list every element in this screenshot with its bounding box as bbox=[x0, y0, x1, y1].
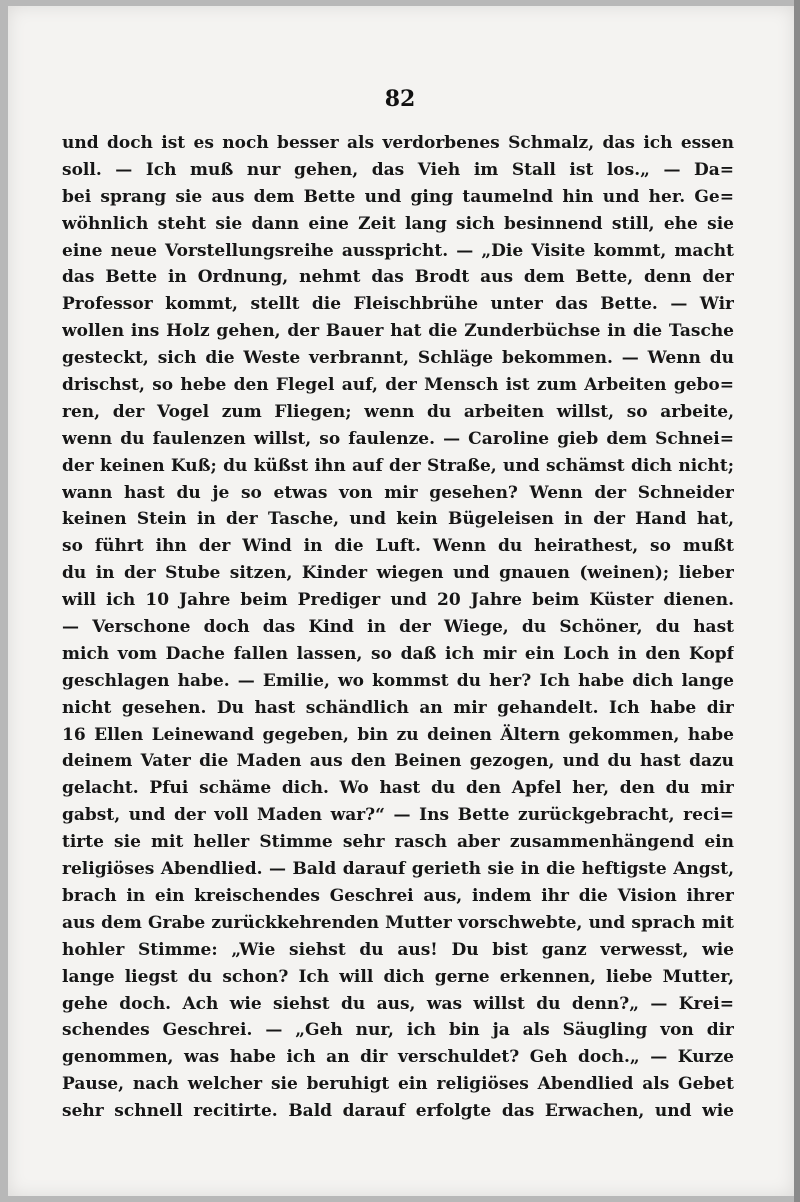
text-line: ren, der Vogel zum Fliegen; wenn du arbeiten willst, so arbeite, bbox=[62, 401, 734, 422]
text-line: deinem Vater die Maden aus den Beinen gezogen, und du hast dazu bbox=[62, 751, 734, 772]
text-line: tirte sie mit heller Stimme sehr rasch aber zusammenhängend ein bbox=[62, 832, 734, 853]
text-line: Pause, nach welcher sie beruhigt ein religiöses Abendlied als Gebet bbox=[62, 1074, 734, 1095]
text-line: so führt ihn der Wind in die Luft. Wenn du heirathest, so mußt bbox=[62, 536, 734, 557]
text-line: wollen ins Holz gehen, der Bauer hat die Zunderbüchse in die Tasche bbox=[62, 321, 734, 342]
text-line: gabst, und der voll Maden war?“ — Ins Bette zurückgebracht, reci= bbox=[62, 805, 734, 826]
text-line: 16 Ellen Leinewand gegeben, bin zu deinen Ältern gekommen, habe bbox=[62, 724, 734, 745]
text-line: hohler Stimme: „Wie siehst du aus! Du bist ganz verwesst, wie bbox=[62, 939, 734, 960]
text-line: gesteckt, sich die Weste verbrannt, Schläge bekommen. — Wenn du bbox=[62, 348, 734, 369]
text-line: sehr schnell recitirte. Bald darauf erfolgte das Erwachen, und wie bbox=[62, 1101, 734, 1122]
text-line: soll. — Ich muß nur gehen, das Vieh im Stall ist los.„ — Da= bbox=[62, 159, 734, 180]
text-line: wenn du faulenzen willst, so faulenze. — Caroline gieb dem Schnei= bbox=[62, 428, 734, 449]
text-line: gelacht. Pfui schäme dich. Wo hast du den Apfel her, den du mir bbox=[62, 778, 734, 799]
text-line: das Bette in Ordnung, nehmt das Brodt aus dem Bette, denn der bbox=[62, 267, 734, 288]
text-line: eine neue Vorstellungsreihe ausspricht. — „Die Visite kommt, macht bbox=[62, 240, 734, 261]
text-line: der keinen Kuß; du küßst ihn auf der Straße, und schämst dich nicht; bbox=[62, 455, 734, 476]
text-line: du in der Stube sitzen, Kinder wiegen und gnauen (weinen); lieber bbox=[62, 563, 734, 584]
page-number: 82 bbox=[384, 86, 416, 112]
text-line: bei sprang sie aus dem Bette und ging taumelnd hin und her. Ge= bbox=[62, 186, 734, 207]
body-text bbox=[62, 130, 734, 1125]
text-line: wöhnlich steht sie dann eine Zeit lang sich besinnend still, ehe sie bbox=[62, 213, 734, 234]
text-line: nicht gesehen. Du hast schändlich an mir gehandelt. Ich habe dir bbox=[62, 697, 734, 718]
text-line: will ich 10 Jahre beim Prediger und 20 Jahre beim Küster dienen. bbox=[62, 590, 734, 611]
text-line: drischst, so hebe den Flegel auf, der Mensch ist zum Arbeiten gebo= bbox=[62, 375, 734, 396]
text-line: religiöses Abendlied. — Bald darauf gerieth sie in die heftigste Angst, bbox=[62, 859, 734, 880]
text-line: lange liegst du schon? Ich will dich gerne erkennen, liebe Mutter, bbox=[62, 966, 734, 987]
text-line: geschlagen habe. — Emilie, wo kommst du her? Ich habe dich lange bbox=[62, 670, 734, 691]
text-line: mich vom Dache fallen lassen, so daß ich mir ein Loch in den Kopf bbox=[62, 643, 734, 664]
text-line: aus dem Grabe zurückkehrenden Mutter vorschwebte, und sprach mit bbox=[62, 912, 734, 933]
text-line: und doch ist es noch besser als verdorbenes Schmalz, das ich essen bbox=[62, 133, 734, 153]
page-edge bbox=[794, 0, 800, 1202]
text-line: genommen, was habe ich an dir verschuldet? Geh doch.„ — Kurze bbox=[62, 1047, 734, 1068]
text-line: Professor kommt, stellt die Fleischbrühe unter das Bette. — Wir bbox=[62, 294, 734, 315]
text-line: schendes Geschrei. — „Geh nur, ich bin ja als Säugling von dir bbox=[62, 1020, 734, 1041]
text-line: brach in ein kreischendes Geschrei aus, indem ihr die Vision ihrer bbox=[62, 885, 734, 906]
text-line: keinen Stein in der Tasche, und kein Bügeleisen in der Hand hat, bbox=[62, 509, 734, 530]
text-line: gehe doch. Ach wie siehst du aus, was willst du denn?„ — Krei= bbox=[62, 993, 734, 1014]
text-line: wann hast du je so etwas von mir gesehen? Wenn der Schneider bbox=[62, 482, 734, 503]
text-line: — Verschone doch das Kind in der Wiege, du Schöner, du hast bbox=[62, 617, 734, 638]
